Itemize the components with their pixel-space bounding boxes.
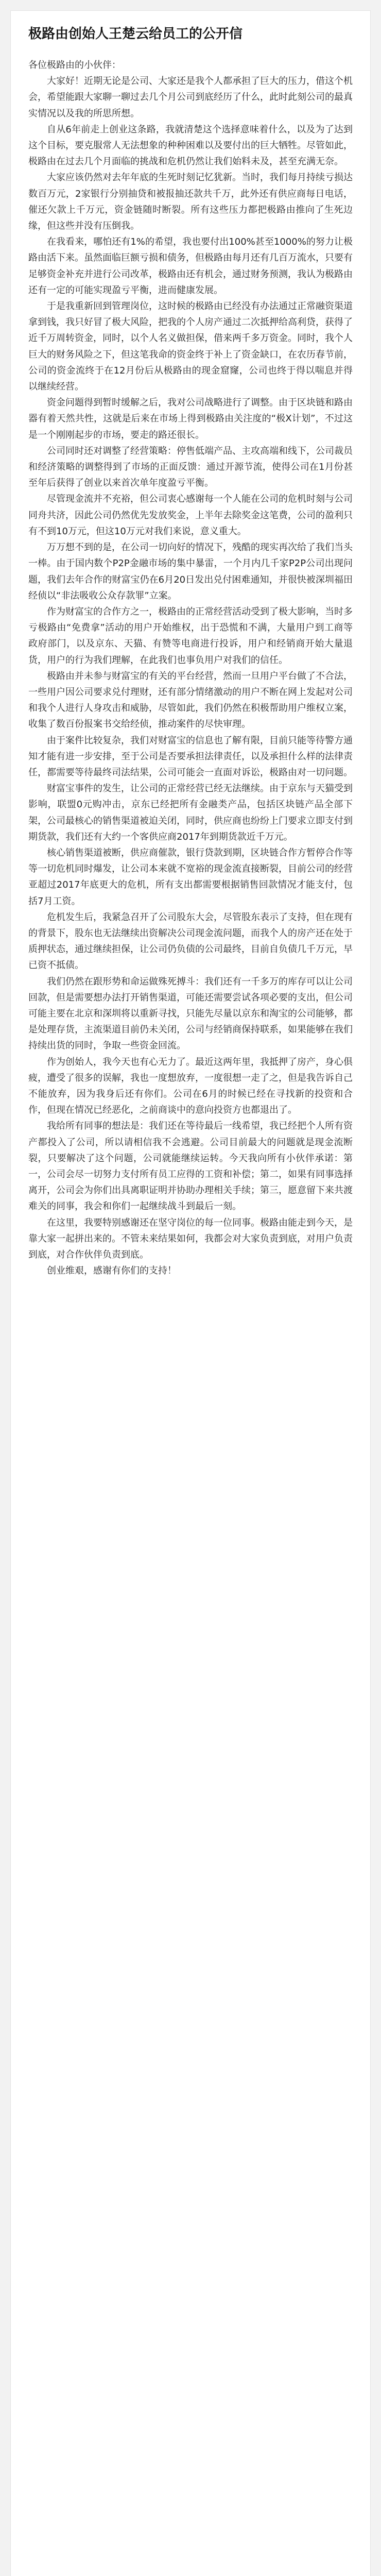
- paragraph: 大家应该仍然对去年年底的生死时刻记忆犹新。当时，我们每月持续亏损达数百万元，2家银行分别抽贷和被报抽还款共千万，此外还有供应商每日电话，催还欠款上千万元，资金链随时断裂。所有这些压力都把极路由推向了生死边缘，但这些并没有压倒我。: [28, 172, 353, 232]
- document-card: [10, 10, 371, 2576]
- paragraph: 核心销售渠道被断，供应商催款，银行贷款到期，区块链合作方暂停合作等等一切危机同时爆发，让公司本来就不宽裕的现金流直接断裂，目前公司的经营亚超过2017年底更大的危机，所有支出都需要根据销售回款情况才能支付，包括7月工资。: [28, 847, 353, 907]
- paragraph: 创业维艰，感谢有你们的支持！: [47, 1265, 177, 1277]
- paragraph: 由于案件比较复杂，我们对财富宝的信息也了解有限，目前只能等待警方通知才能有进一步安排，至于公司是否要承担法律责任，以及承担什么样的法律责任，都需要等待最终司法结果，公司可能会一直面对诉讼，极路由对一切问题。: [28, 735, 353, 778]
- paragraph: 财富宝事件的发生，让公司的正常经营已经无法继续。由于京东与天猫受到影响，联盟0元购冲击，京东已经把所有金融类产品，包括区块链产品全部下架，公司最核心的销售渠道被迫关闭，同时，供应商也纷纷上门要求立即支付到期货款，我们还有大约一个客供应商2017年到期货款近千万元。: [28, 783, 353, 842]
- paragraph: 自从6年前走上创业这条路，我就清楚这个选择意味着什么，以及为了达到这个目标，要克服常人无法想象的种种困难以及要付出的巨大牺牲。尽管如此，极路由在过去几个月面临的挑战和危机仍然让我们始料未及，甚至充满无奈。: [28, 124, 353, 167]
- paragraph: 极路由并未参与财富宝的有关的平台经营，然而一旦用户平台做了不合法，一些用户因公司要求兑付理财，还有部分情绪激动的用户不断在网上发起对公司和我个人进行人身攻击和威胁，尽管如此，我们仍然在积极帮助用户维权立案，收集了数百份报案书交给经侦，推动案件的尽快审理。: [28, 670, 353, 730]
- paragraph: 我给所有同事的想法是：我们还在等待最后一线希望，我已经把个人所有资产都投入了公司，所以请相信我不会逃避。公司目前最大的问题就是现金流断裂，只要解决了这个问题，公司就能继续运转。今天我向所有小伙伴承诺：第一，公司会尽一切努力支付所有员工应得的工资和补偿；第二，如果有同事选择离开，公司会为你们出具离职证明并协助办理相关手续；第三，愿意留下来共渡难关的同事，我会和你们一起继续战斗到最后一刻。: [28, 1121, 353, 1212]
- document-body: [28, 57, 353, 1279]
- paragraph: 各位极路由的小伙伴：: [28, 60, 121, 71]
- paragraph: 作为财富宝的合作方之一，极路由的正常经营活动受到了极大影响，当时多亏极路由“免费拿”活动的用户开始维权，出于恐慌和不满，大量用户到工商等政府部门，以及京东、天猫、有赞等电商进行投诉，用户和经销商开始大量退货，用户的行为我们理解，在此我们也事负用户对我们的信任。: [28, 606, 353, 666]
- paragraph: 在我看来，哪怕还有1%的希望，我也要付出100%甚至1000%的努力让极路由活下来。虽然面临巨额亏损和债务，但极路由每月还有几百万流水，只要有足够资金补充并进行公司改革，极路由还有机会，通过财务预测，我认为极路由还有一定的可能实现盈亏平衡，进而健康发展。: [28, 236, 353, 296]
- paragraph: 于是我重新回到管理岗位，这时候的极路由已经没有办法通过正常融资渠道拿到钱，我只好冒了极大风险，把我的个人房产通过二次抵押给高利贷，获得了近千万周转资金，同时，以个人名义做担保，借来两千多万资金。同时，我个人巨大的财务风险之下，但这笔我命的资金终于补上了资金缺口，在农历春节前，公司的资金流终于在12月份后从极路由的现金窟窿，公司也终于得以喘息并得以继续经营。: [28, 301, 353, 393]
- paragraph: 我们仍然在跟形势和命运做殊死搏斗：我们还有一千多万的库存可以让公司回款，但是需要想办法打开销售渠道，可能还需要尝试各项必要的支出，但公司可能主要在北京和深圳将以重新寻找，只能先尽量以京东和淘宝的公司能够，都是处理存货，主流渠道目前仍未关闭，公司与经销商保持联系，如果能够在我们持续出货的同时，争取一些资金回流。: [28, 976, 353, 1052]
- paragraph: 危机发生后，我紧急召开了公司股东大会，尽管股东表示了支持，但在现有的背景下，股东也无法继续出资解决公司现金流问题，而我个人的房产还在处于质押状态，通过继续担保，让公司仍负债的公司最终，目前自负债几千万元，早已资不抵债。: [28, 911, 353, 971]
- paragraph: 资金问题得到暂时缓解之后，我对公司战略进行了调整。由于区块链和路由器有着天然共性，这就是后来在市场上得到极路由关注度的“极X计划”，不过这是一个刚刚起步的市场，要走的路还很长。: [28, 397, 353, 440]
- paragraph: 万万想不到的是，在公司一切向好的情况下，残酷的现实再次给了我们当头一棒。由于国内数个P2P金融市场的集中暴雷，一个月内几千家P2P公司出现问题，我们去年合作的财富宝仍在6月20日发出兑付困难通知，并很快被深圳福田经侦以“非法吸收公众存款罪”立案。: [28, 542, 353, 601]
- paragraph: 大家好！近期无论是公司、大家还是我个人都承担了巨大的压力，借这个机会，希望能跟大家聊一聊过去几个月公司到底经历了什么，此时此刻公司的最真实情况以及我的所思所想。: [28, 76, 353, 119]
- document-title: 极路由创始人王楚云给员工的公开信: [28, 26, 243, 42]
- paragraph: 公司同时还对调整了经营策略：停售低端产品、主攻高端和线下，公司裁员和经济策略的调整得到了市场的正面反馈：通过开源节流，使得公司在1月份甚至年后获得了创业以来首次单年度盈亏平衡。: [28, 445, 353, 489]
- paragraph: 尽管现金流并不充裕，但公司衷心感谢每一个人能在公司的危机时刻与公司同舟共济，因此公司仍然优先发放奖金，上半年去除奖金这笔费，公司的盈利只有不到10万元，但这10万元对我们来说，意义重大。: [28, 494, 353, 537]
- paragraph: 在这里，我要特别感谢还在坚守岗位的每一位同事。极路由能走到今天，是靠大家一起拼出来的。不管未来结果如何，我都会对大家负责到底，对用户负责到底，对合作伙伴负责到底。: [28, 1217, 353, 1261]
- paragraph: 作为创始人，我今天也有心无力了。最近这两年里，我抵押了房产，身心俱疲，遭受了很多的误解，我也一度想放弃，一度很想一走了之，但是我告诉自己不能放弃，因为我身后还有你们。公司在6月的时候已经在寻找新的投资和合作，但现在情况已经恶化，之前商谈中的意向投资方也都退出了。: [28, 1056, 353, 1116]
